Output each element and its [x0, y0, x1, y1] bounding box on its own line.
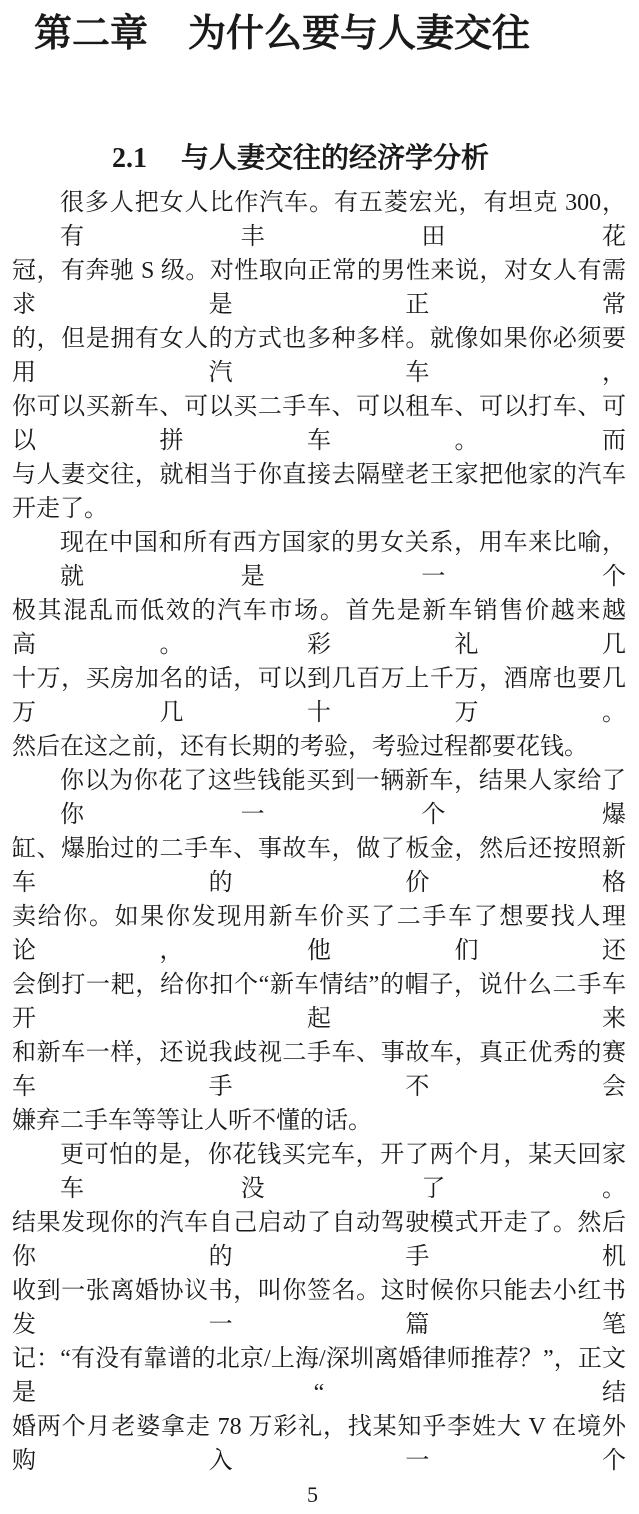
text-line: 与人妻交往，就相当于你直接去隔壁老王家把他家的汽车开走了。	[12, 462, 626, 522]
chapter-title: 为什么要与人妻交往	[188, 13, 531, 55]
text-line: 现在中国和所有西方国家的男女关系，用车来比喻，就是一个	[60, 530, 626, 590]
text-line: 更可怕的是，你花钱买完车，开了两个月，某天回家车没了。	[60, 1142, 626, 1202]
text-line: 冠，有奔驰 S 级。对性取向正常的男性来说，对女人有需求是正常	[12, 258, 626, 318]
chapter-heading	[0, 0, 639, 60]
text-line: 的，但是拥有女人的方式也多种多样。就像如果你必须要用汽车，	[12, 326, 626, 386]
section-title: 与人妻交往的经济学分析	[181, 143, 490, 174]
text-line: 和新车一样，还说我歧视二手车、事故车，真正优秀的赛车手不会	[12, 1040, 626, 1100]
section-number: 2.1	[112, 143, 147, 174]
body-text	[12, 186, 626, 1478]
text-line: 结果发现你的汽车自己启动了自动驾驶模式开走了。然后你的手机	[12, 1210, 626, 1270]
text-line: 收到一张离婚协议书，叫你签名。这时候你只能去小红书发一篇笔	[12, 1278, 626, 1338]
chapter-number: 第二章	[34, 13, 149, 55]
text-line: 婚两个月老婆拿走 78 万彩礼，找某知乎李姓大 V 在境外购入一个	[12, 1414, 626, 1474]
text-line: 极其混乱而低效的汽车市场。首先是新车销售价越来越高。彩礼几	[12, 598, 626, 658]
section-heading	[0, 60, 639, 180]
text-line: 记：“有没有靠谱的北京/上海/深圳离婚律师推荐？”，正文是“结	[12, 1346, 626, 1406]
text-line: 你可以买新车、可以买二手车、可以租车、可以打车、可以拼车。而	[12, 394, 626, 454]
text-line: 然后在这之前，还有长期的考验，考验过程都要花钱。	[12, 734, 588, 760]
text-line: 你以为你花了这些钱能买到一辆新车，结果人家给了你一个爆	[60, 768, 626, 828]
text-line: 十万，买房加名的话，可以到几百万上千万，酒席也要几万几十万。	[12, 666, 626, 726]
text-line: 会倒打一耙，给你扣个“新车情结”的帽子，说什么二手车开起来	[12, 972, 626, 1032]
text-line: 嫌弃二手车等等让人听不懂的话。	[12, 1108, 372, 1134]
page-number: 5	[307, 1482, 318, 1507]
text-line: 很多人把女人比作汽车。有五菱宏光，有坦克 300，有丰田花	[60, 190, 626, 250]
text-line: 卖给你。如果你发现用新车价买了二手车了想要找人理论，他们还	[12, 904, 626, 964]
text-line: 缸、爆胎过的二手车、事故车，做了板金，然后还按照新车的价格	[12, 836, 626, 896]
